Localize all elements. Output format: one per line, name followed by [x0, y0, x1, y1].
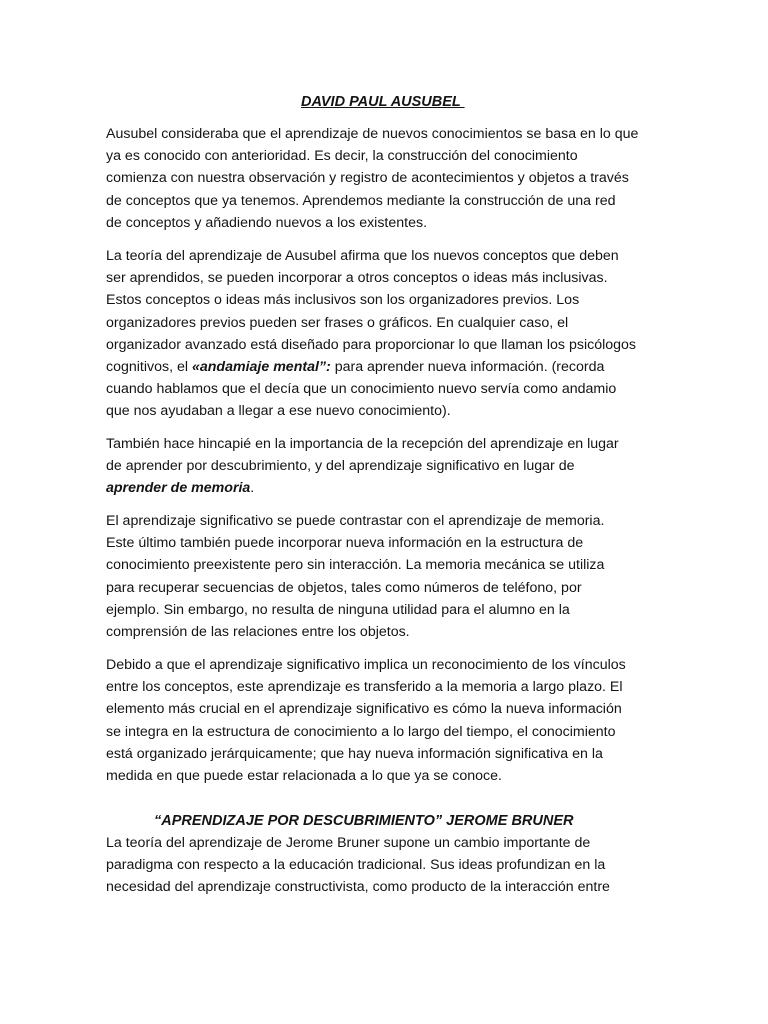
paragraph-significativo — [106, 654, 666, 787]
text-line: cuando hablamos que el decía que un conocimiento nuevo servía como andamio — [106, 381, 617, 398]
text-line: organizadores previos pueden ser frases o gráficos. En cualquier caso, el — [106, 314, 569, 331]
text-line: necesidad del aprendizaje constructivista, como producto de la interacción entre — [106, 879, 610, 896]
text-line: Debido a que el aprendizaje significativo implica un reconocimiento de los vínculos — [106, 657, 626, 673]
text-line — [106, 477, 666, 499]
emphasis-andamiaje-mental: «andamiaje mental”: — [191, 359, 331, 376]
text-line: ya es conocido con anterioridad. Es decir, la construcción del conocimiento — [106, 148, 578, 165]
text-line: de conceptos y añadiendo nuevos a los existentes. — [106, 214, 428, 231]
emphasis-aprender-de-memoria: aprender de memoria — [106, 480, 251, 497]
text-line: Ausubel consideraba que el aprendizaje de nuevos conocimientos se basa en lo que — [106, 126, 639, 142]
text-line: elemento más crucial en el aprendizaje significativo es cómo la nueva información — [106, 701, 622, 718]
text-segment: cognitivos, el — [106, 359, 192, 376]
paragraph-ausubel-intro — [106, 123, 666, 234]
paragraph-ausubel-theory — [106, 245, 666, 423]
text-line — [106, 356, 666, 378]
text-line: de conceptos que ya tenemos. Aprendemos mediante la construcción de una red — [106, 192, 616, 209]
text-line: paradigma con respecto a la educación tradicional. Sus ideas profundizan en la — [106, 857, 606, 874]
text-line: También hace hincapié en la importancia de la recepción del aprendizaje en lugar — [106, 436, 619, 452]
text-line: El aprendizaje significativo se puede contrastar con el aprendizaje de memoria. — [106, 513, 605, 529]
text-line: Estos conceptos o ideas más inclusivos son los organizadores previos. Los — [106, 292, 580, 309]
text-line: comienza con nuestra observación y registro de acontecimientos y objetos a través — [106, 170, 629, 187]
text-line: que nos ayudaban a llegar a ese nuevo conocimiento). — [106, 403, 451, 420]
text-line: comprensión de las relaciones entre los objetos. — [106, 624, 410, 641]
text-line: La teoría del aprendizaje de Ausubel afirma que los nuevos conceptos que deben — [106, 248, 619, 264]
text-line: entre los conceptos, este aprendizaje es transferido a la memoria a largo plazo. El — [106, 679, 623, 696]
paragraph-recepcion — [106, 433, 666, 500]
text-line: se integra en la estructura de conocimiento a lo largo del tiempo, el conocimiento — [106, 723, 616, 740]
section-subtitle-bruner: “APRENDIZAJE POR DESCUBRIMIENTO” JEROME BRUNER — [154, 813, 574, 829]
text-line: de aprender por descubrimiento, y del aprendizaje significativo en lugar de — [106, 458, 575, 475]
paragraph-memoria — [106, 510, 666, 643]
text-line: conocimiento preexistente pero sin interacción. La memoria mecánica se utiliza — [106, 557, 605, 574]
text-segment: para aprender nueva información. (recorda — [330, 359, 605, 376]
text-line: La teoría del aprendizaje de Jerome Bruner supone un cambio importante de — [106, 835, 591, 851]
text-line: para recuperar secuencias de objetos, tales como números de teléfono, por — [106, 579, 582, 596]
text-line: ejemplo. Sin embargo, no resulta de ninguna utilidad para el alumno en la — [106, 601, 570, 618]
text-line: medida en que puede estar relacionada a lo que ya se conoce. — [106, 768, 502, 785]
text-line: organizador avanzado está diseñado para proporcionar lo que llaman los psicólogos — [106, 336, 637, 353]
text-segment: . — [250, 480, 255, 497]
text-line: ser aprendidos, se pueden incorporar a otros conceptos o ideas más inclusivas. — [106, 270, 608, 287]
paragraph-bruner — [106, 832, 666, 899]
text-line: Este último también puede incorporar nueva información en la estructura de — [106, 535, 584, 552]
document-title: DAVID PAUL AUSUBEL — [301, 94, 465, 110]
text-line: está organizado jerárquicamente; que hay nueva información significativa en la — [106, 745, 603, 762]
